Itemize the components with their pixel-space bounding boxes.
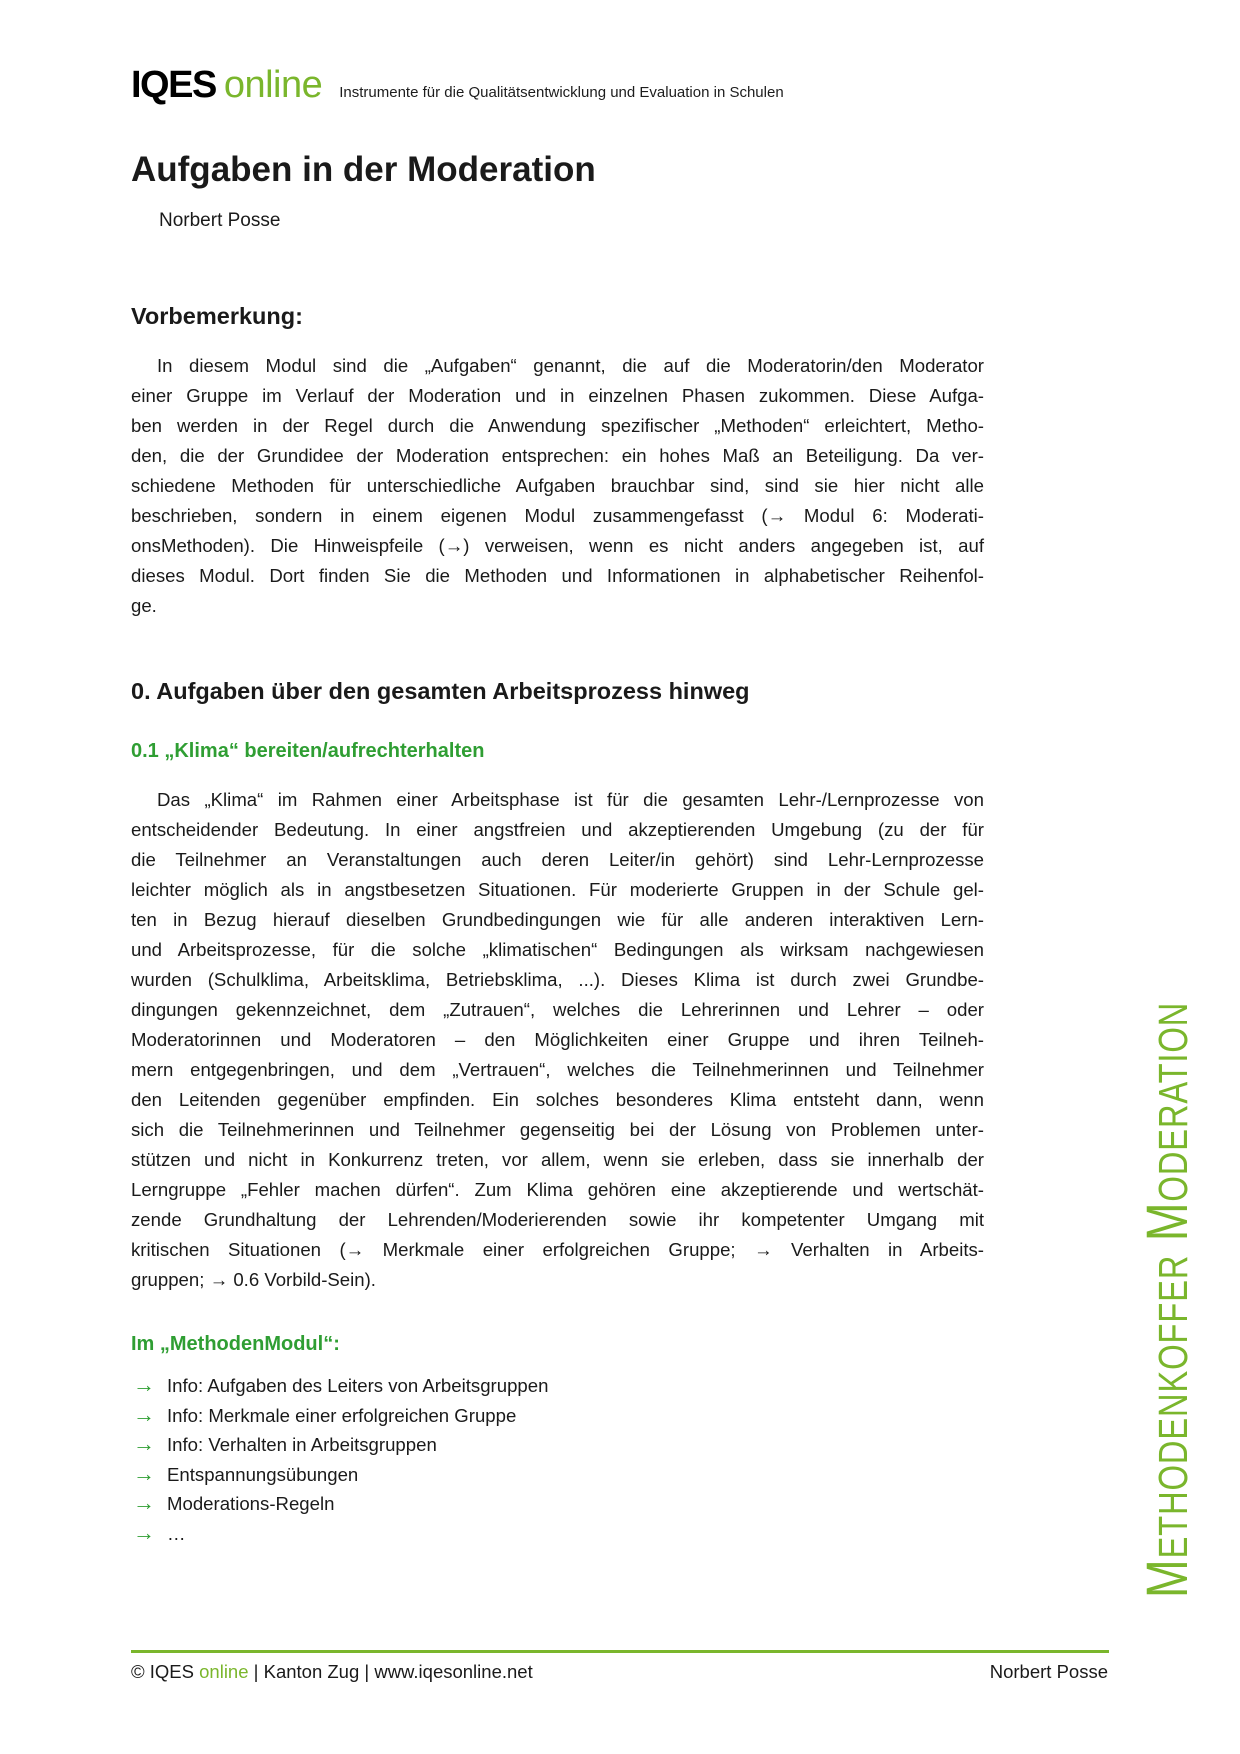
- subsection-heading-0-1: 0.1 „Klima“ bereiten/aufrechterhalten: [131, 740, 485, 762]
- text-line: gruppen; → 0.6 Vorbild-Sein).: [131, 1269, 376, 1290]
- footer-copyright-suffix: | Kanton Zug | www.iqesonline.net: [253, 1661, 533, 1682]
- arrow-item-label: Info: Aufgaben des Leiters von Arbeitsgruppen: [167, 1375, 549, 1396]
- text-line: Moderatorinnen und Moderatoren – den Möglichkeiten einer Gruppe und ihren Teilneh-: [131, 1029, 984, 1050]
- arrow-list-item: [133, 1520, 986, 1550]
- text-line: die Teilnehmer an Veranstaltungen auch deren Leiter/in gehört) sind Lehr-Lernprozesse: [131, 849, 984, 870]
- text-line: zende Grundhaltung der Lehrenden/Moderierenden sowie ihr kompetenter Umgang mit: [131, 1209, 984, 1230]
- text-line: leichter möglich als in angstbesetzen Situationen. Für moderierte Gruppen in der Schule gel-: [131, 879, 984, 900]
- footer-author: Norbert Posse: [989, 1661, 1108, 1682]
- arrow-right-icon: →: [133, 1460, 155, 1486]
- arrow-item-label: Entspannungsübungen: [167, 1463, 359, 1485]
- text-line: den Leitenden gegenüber empfinden. Ein solches besonderes Klima entsteht dann, wenn: [131, 1089, 984, 1110]
- arrow-right-icon: →: [133, 1372, 155, 1397]
- arrow-list-item: [133, 1431, 986, 1461]
- text-line: entscheidender Bedeutung. In einer angstfreien und akzeptierenden Umgebung (zu der für: [131, 819, 984, 840]
- text-line: In diesem Modul sind die „Aufgaben“ genannt, die auf die Moderatorin/den Moderator: [157, 355, 984, 376]
- arrow-right-icon: →: [133, 1490, 155, 1516]
- arrow-item-label: Moderations-Regeln: [167, 1493, 335, 1515]
- text-line: sich die Teilnehmerinnen und Teilnehmer gegenseitig bei der Lösung von Problemen unter-: [131, 1119, 984, 1140]
- text-line: schiedene Methoden für unterschiedliche Aufgaben brauchbar sind, sind sie hier nicht alle: [131, 475, 984, 496]
- arrow-right-icon: →: [133, 1519, 155, 1545]
- section-heading-vorbemerkung: Vorbemerkung:: [131, 303, 303, 329]
- text-line: ben werden in der Regel durch die Anwendung spezifischer „Methoden“ erleichtert, Metho-: [131, 415, 984, 436]
- footer-copyright-prefix: © IQES: [131, 1661, 194, 1682]
- section-heading-0: 0. Aufgaben über den gesamten Arbeitsprozess hinweg: [131, 678, 750, 704]
- sidebar-vertical-title: Methodenkoffer Moderation: [1135, 1001, 1200, 1598]
- arrow-right-icon: →: [133, 1401, 155, 1427]
- text-line: mern entgegenbringen, und dem „Vertrauen“, welches die Teilnehmerinnen und Teilnehmer: [131, 1059, 984, 1080]
- arrow-list-item: [133, 1402, 986, 1432]
- page-title: Aufgaben in der Moderation: [131, 150, 596, 189]
- text-line: und Arbeitsprozesse, für die solche „klimatischen“ Bedingungen als wirksam nachgewiesen: [131, 939, 984, 960]
- text-line: Lerngruppe „Fehler machen dürfen“. Zum Klima gehören eine akzeptierende und wertschät-: [131, 1179, 984, 1200]
- methodenmodul-list: [133, 1372, 986, 1550]
- arrow-list-item: [133, 1461, 986, 1491]
- text-line: dingungen gekennzeichnet, dem „Zutrauen“, welches die Lehrerinnen und Lehrer – oder: [131, 999, 984, 1020]
- arrow-item-label: Info: Merkmale einer erfolgreichen Gruppe: [167, 1404, 517, 1426]
- iqes-logo-online: online: [223, 64, 323, 106]
- paragraph-klima: [131, 785, 984, 1295]
- text-line: dieses Modul. Dort finden Sie die Methoden und Informationen in alphabetischer Reihenfol-: [131, 565, 984, 586]
- arrow-item-label: …: [167, 1522, 186, 1544]
- footer-divider: [131, 1650, 1109, 1653]
- text-line: onsMethoden). Die Hinweispfeile (→) verweisen, wenn es nicht anders angegeben ist, auf: [131, 535, 984, 556]
- text-line: ten in Bezug hierauf dieselben Grundbedingungen wie für alle anderen interaktiven Lern-: [131, 909, 984, 930]
- text-line: beschrieben, sondern in einem eigenen Modul zusammengefasst (→ Modul 6: Moderati-: [131, 505, 984, 526]
- subsection-heading-methodenmodul: Im „MethodenModul“:: [131, 1333, 340, 1355]
- paragraph-vorbemerkung: [131, 351, 984, 621]
- text-line: Das „Klima“ im Rahmen einer Arbeitsphase ist für die gesamten Lehr-/Lernprozesse von: [157, 789, 984, 810]
- arrow-item-label: Info: Verhalten in Arbeitsgruppen: [167, 1434, 437, 1456]
- text-line: den, die der Grundidee der Moderation entsprechen: ein hohes Maß an Beteiligung. Da ver-: [131, 445, 984, 466]
- arrow-list-item: [133, 1490, 986, 1520]
- text-line: stützen und nicht in Konkurrenz treten, vor allem, wenn sie erleben, dass sie innerhalb der: [131, 1149, 984, 1170]
- text-line: ge.: [131, 595, 157, 616]
- footer-copyright: [131, 1661, 533, 1683]
- header: [131, 64, 784, 107]
- header-tagline: Instrumente für die Qualitätsentwicklung und Evaluation in Schulen: [339, 84, 784, 101]
- arrow-list-item: [133, 1372, 986, 1402]
- text-line: einer Gruppe im Verlauf der Moderation und in einzelnen Phasen zukommen. Diese Aufga-: [131, 385, 984, 406]
- iqes-logo: IQES: [131, 64, 216, 106]
- arrow-right-icon: →: [133, 1431, 155, 1457]
- text-line: kritischen Situationen (→ Merkmale einer erfolgreichen Gruppe; → Verhalten in Arbeits-: [131, 1239, 984, 1260]
- text-line: wurden (Schulklima, Arbeitsklima, Betriebsklima, ...). Dieses Klima ist durch zwei Grundbe-: [131, 969, 984, 990]
- author-name: Norbert Posse: [159, 210, 281, 231]
- footer-brand-online: online: [199, 1661, 249, 1682]
